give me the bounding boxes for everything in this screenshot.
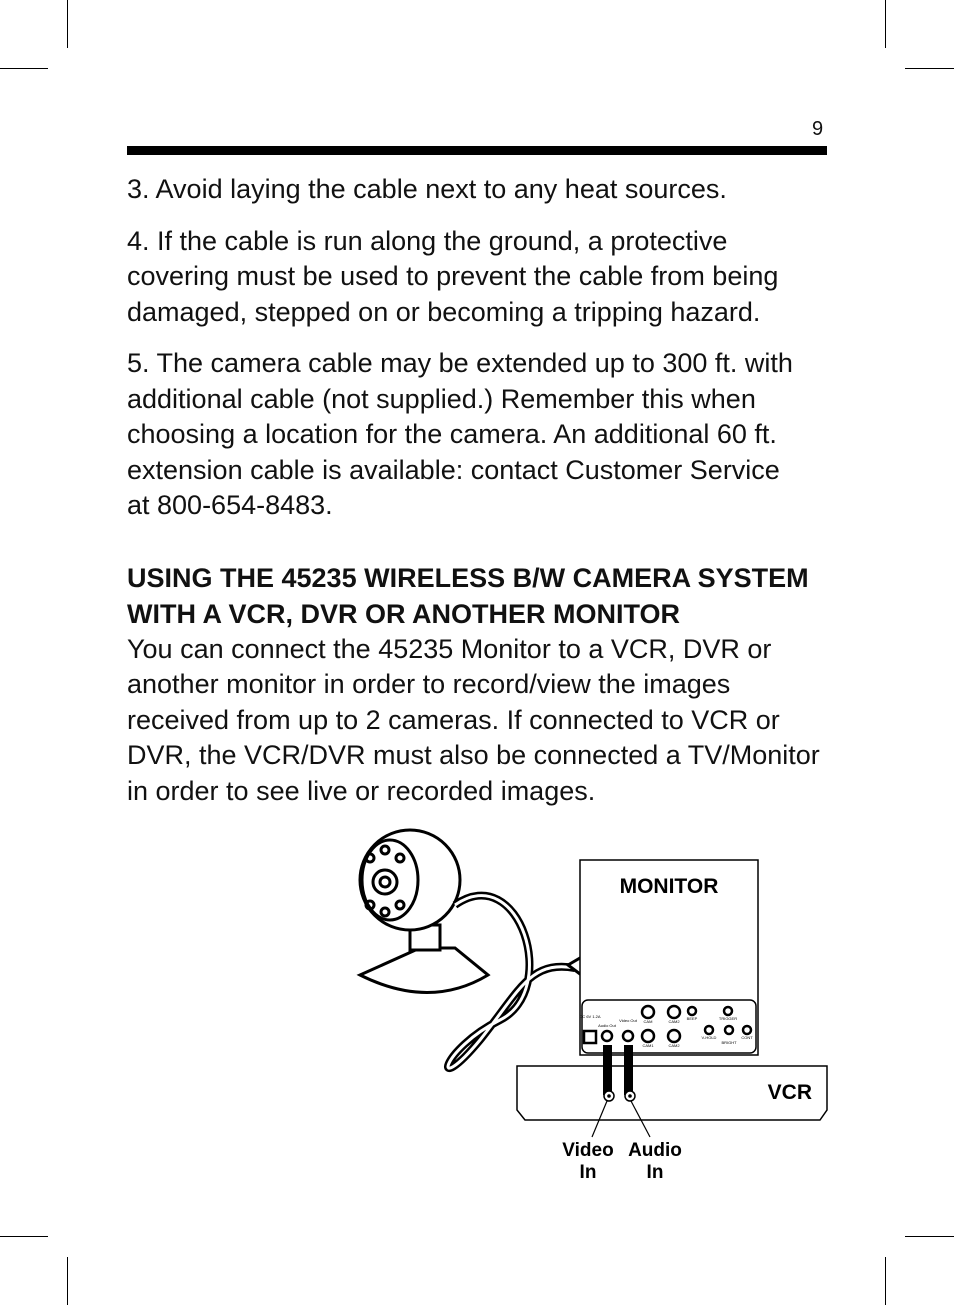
panel-label: Audio Out: [598, 1023, 616, 1028]
list-item: 5. The camera cable may be extended up to 300 ft. with additional cable (not supplied.) Remember this when choosing a location for the camera. An additional 60 ft. extension cable is available: contact Customer Service at 800-654-8483.: [127, 348, 793, 520]
vcr-label: VCR: [767, 1081, 812, 1104]
audio-in-label: In: [646, 1162, 664, 1183]
panel-label: BRIGHT: [721, 1040, 737, 1045]
audio-in-label: Audio: [628, 1140, 682, 1161]
panel-label: BEEP: [686, 1016, 698, 1021]
video-in-label: In: [579, 1162, 597, 1183]
body-paragraph: You can connect the 45235 Monitor to a VCR, DVR or another monitor in order to record/view the images received from up to 2 cameras. If connected to VCR or DVR, the VCR/DVR must also be connected a TV/Monitor in order to see live or recorded images.: [127, 633, 820, 806]
monitor-label: MONITOR: [619, 875, 719, 898]
list-item: 4. If the cable is run along the ground, a protective covering must be used to prevent the cable from being damaged, stepped on or becoming a tripping hazard.: [127, 225, 779, 327]
panel-label: TRIGGER: [718, 1016, 738, 1021]
panel-label: CAM: [643, 1019, 653, 1024]
panel-label: CAM2: [668, 1043, 680, 1048]
panel-label: CAM1: [642, 1043, 654, 1048]
panel-label: Video Out: [619, 1018, 637, 1023]
body-text: [127, 632, 832, 810]
panel-label: DC 6V 1.2A: [579, 1014, 601, 1019]
video-in-label: Video: [562, 1140, 614, 1161]
section-heading: USING THE 45235 WIRELESS B/W CAMERA SYSTEM WITH A VCR, DVR OR ANOTHER MONITOR: [127, 562, 809, 629]
page-number: 9: [812, 118, 824, 140]
text-column: [127, 172, 832, 1222]
list-item: 3. Avoid laying the cable next to any heat sources.: [127, 174, 727, 204]
diagram-wrap-area: [362, 822, 832, 1222]
panel-label: CAM2: [668, 1019, 680, 1024]
panel-label: CONT: [741, 1035, 753, 1040]
panel-label: V-HOLD: [701, 1035, 717, 1040]
